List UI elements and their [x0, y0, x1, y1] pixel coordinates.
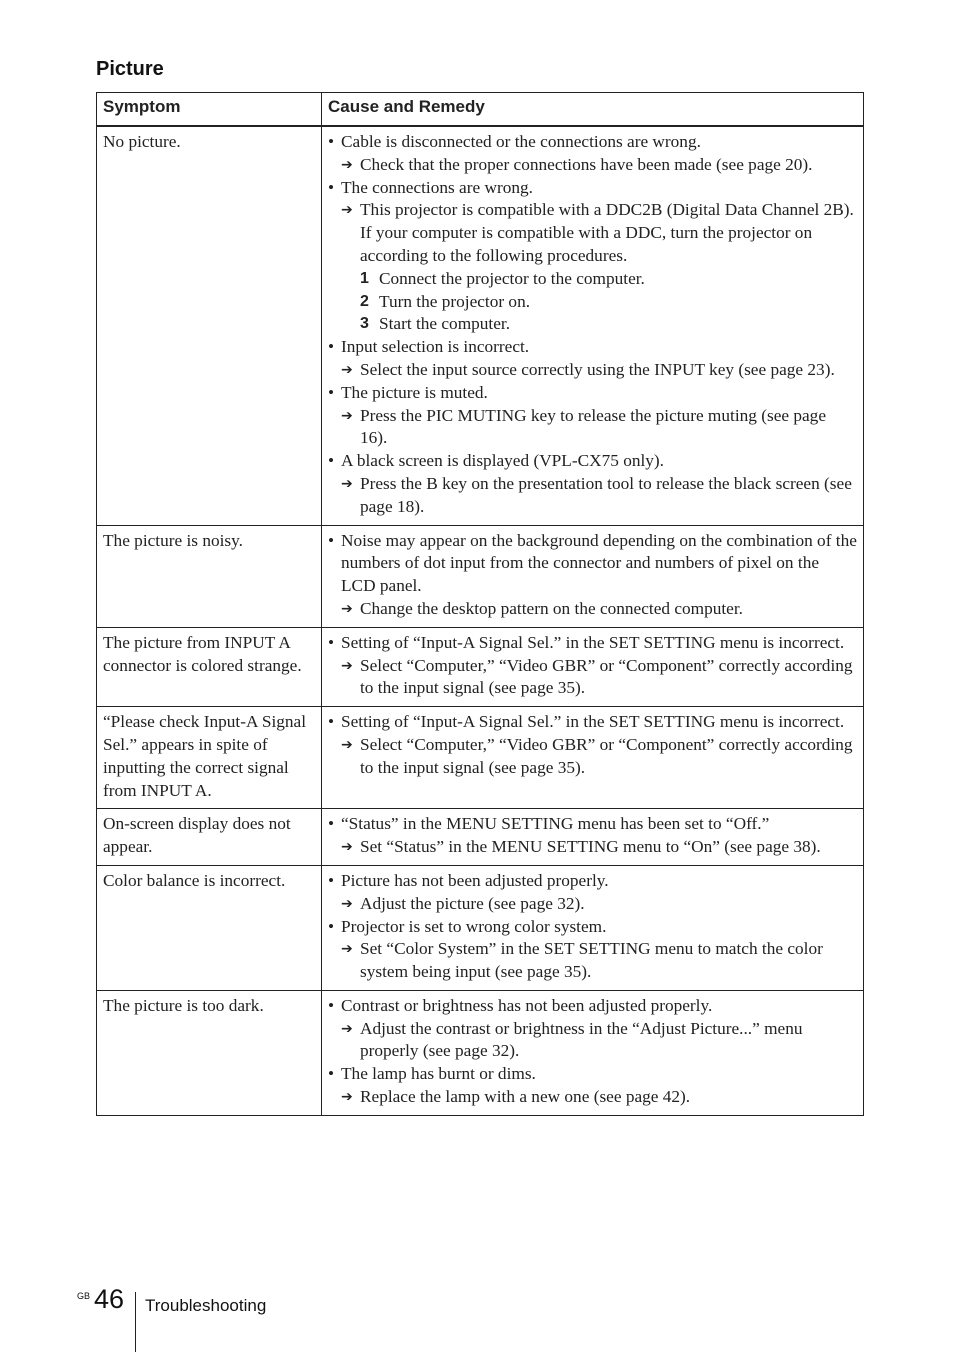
arrow-right-icon: ➔ — [341, 202, 353, 219]
cause-text: Input selection is incorrect. — [341, 337, 530, 357]
cause-remedy-cell — [322, 627, 864, 706]
bullet-icon: • — [328, 530, 335, 550]
symptom-cell: The picture is too dark. — [97, 990, 322, 1115]
footer-divider — [135, 1292, 136, 1352]
table-row — [97, 707, 864, 809]
bullet-icon: • — [328, 382, 335, 402]
cause-text: The lamp has burnt or dims. — [341, 1064, 536, 1084]
cause-item — [328, 1063, 857, 1086]
symptom-cell: No picture. — [97, 126, 322, 525]
remedy-item — [328, 655, 857, 701]
remedy-text: Adjust the contrast or brightness in the “Adjust Picture...” menu properly (see page 32). — [360, 1018, 803, 1061]
header-symptom: Symptom — [97, 93, 322, 127]
cause-item — [328, 177, 857, 200]
arrow-right-icon: ➔ — [341, 1020, 353, 1037]
cause-item — [328, 870, 857, 893]
arrow-right-icon: ➔ — [341, 156, 353, 173]
step-number: 3 — [360, 315, 369, 333]
cause-item — [328, 336, 857, 359]
cause-item — [328, 131, 857, 154]
cause-item — [328, 711, 857, 734]
remedy-item — [328, 938, 857, 984]
arrow-right-icon: ➔ — [341, 736, 353, 753]
remedy-item — [328, 154, 857, 177]
procedure-step — [328, 268, 857, 291]
remedy-text: Replace the lamp with a new one (see page 42). — [360, 1087, 691, 1107]
cause-remedy-cell — [322, 809, 864, 866]
arrow-right-icon: ➔ — [341, 1089, 353, 1106]
remedy-item — [328, 405, 857, 451]
step-number: 1 — [360, 269, 369, 287]
cause-remedy-cell — [322, 865, 864, 990]
cause-item — [328, 813, 857, 836]
cause-item — [328, 995, 857, 1018]
bullet-icon: • — [328, 632, 335, 652]
cause-text: Picture has not been adjusted properly. — [341, 870, 609, 890]
bullet-icon: • — [328, 177, 335, 197]
step-text: Turn the projector on. — [379, 291, 531, 311]
remedy-item — [328, 199, 857, 267]
remedy-item — [328, 598, 857, 621]
step-number: 2 — [360, 292, 369, 310]
cause-item — [328, 530, 857, 598]
cause-remedy-cell — [322, 126, 864, 525]
bullet-icon: • — [328, 712, 335, 732]
cause-item — [328, 632, 857, 655]
remedy-item — [328, 734, 857, 780]
cause-text: Setting of “Input-A Signal Sel.” in the SET SETTING menu is incorrect. — [341, 712, 845, 732]
table-row — [97, 627, 864, 706]
step-text: Start the computer. — [379, 314, 511, 334]
bullet-icon: • — [328, 916, 335, 936]
remedy-item — [328, 836, 857, 859]
footer-page-number: 46 — [94, 1284, 125, 1314]
cause-text: “Status” in the MENU SETTING menu has been set to “Off.” — [341, 814, 770, 834]
step-text: Connect the projector to the computer. — [379, 268, 645, 288]
symptom-cell: Color balance is incorrect. — [97, 865, 322, 990]
remedy-item — [328, 473, 857, 519]
remedy-text: This projector is compatible with a DDC2B (Digital Data Channel 2B). If your computer is compatible with a DDC, turn the projector on according to the following procedures. — [360, 200, 854, 265]
symptom-cell: On-screen display does not appear. — [97, 809, 322, 866]
bullet-icon: • — [328, 132, 335, 151]
arrow-right-icon: ➔ — [341, 941, 353, 958]
symptom-cell: The picture is noisy. — [97, 525, 322, 627]
table-row — [97, 865, 864, 990]
bullet-icon: • — [328, 995, 335, 1015]
header-cause-remedy: Cause and Remedy — [322, 93, 864, 127]
cause-text: Projector is set to wrong color system. — [341, 916, 607, 936]
bullet-icon: • — [328, 1064, 335, 1084]
arrow-right-icon: ➔ — [341, 895, 353, 912]
arrow-right-icon: ➔ — [341, 475, 353, 492]
table-body — [97, 126, 864, 1115]
remedy-text: Press the PIC MUTING key to release the picture muting (see page 16). — [360, 405, 826, 448]
remedy-text: Select the input source correctly using the INPUT key (see page 23). — [360, 359, 835, 379]
symptom-cell: The picture from INPUT A connector is colored strange. — [97, 627, 322, 706]
table-header-row — [97, 93, 864, 127]
cause-text: Cable is disconnected or the connections are wrong. — [341, 132, 701, 151]
symptom-cell: “Please check Input-A Signal Sel.” appears in spite of inputting the correct signal from INPUT A. — [97, 707, 322, 809]
arrow-right-icon: ➔ — [341, 839, 353, 856]
procedure-step — [328, 313, 857, 336]
troubleshooting-table — [96, 92, 864, 1116]
arrow-right-icon: ➔ — [341, 657, 353, 674]
remedy-item — [328, 893, 857, 916]
bullet-icon: • — [328, 814, 335, 834]
remedy-text: Select “Computer,” “Video GBR” or “Component” correctly according to the input signal (see page 35). — [360, 734, 853, 777]
remedy-item — [328, 1018, 857, 1064]
procedure-step — [328, 291, 857, 314]
footer-region-code: GB — [77, 1291, 91, 1301]
remedy-text: Set “Color System” in the SET SETTING menu to match the color system being input (see page 35). — [360, 939, 823, 982]
cause-text: Setting of “Input-A Signal Sel.” in the SET SETTING menu is incorrect. — [341, 632, 845, 652]
cause-item — [328, 916, 857, 939]
arrow-right-icon: ➔ — [341, 407, 353, 424]
bullet-icon: • — [328, 337, 335, 357]
cause-text: Contrast or brightness has not been adjusted properly. — [341, 995, 713, 1015]
table-row — [97, 809, 864, 866]
remedy-text: Check that the proper connections have been made (see page 20). — [360, 154, 813, 174]
remedy-text: Change the desktop pattern on the connected computer. — [360, 598, 743, 618]
cause-remedy-cell — [322, 525, 864, 627]
remedy-text: Press the B key on the presentation tool to release the black screen (see page 18). — [360, 473, 852, 516]
table-row — [97, 990, 864, 1115]
arrow-right-icon: ➔ — [341, 600, 353, 617]
section-title: Picture — [96, 58, 164, 80]
cause-item — [328, 450, 857, 473]
remedy-text: Adjust the picture (see page 32). — [360, 893, 585, 913]
bullet-icon: • — [328, 451, 335, 471]
cause-item — [328, 382, 857, 405]
cause-text: A black screen is displayed (VPL-CX75 only). — [341, 451, 665, 471]
table-row — [97, 126, 864, 525]
cause-remedy-cell — [322, 990, 864, 1115]
remedy-text: Select “Computer,” “Video GBR” or “Component” correctly according to the input signal (see page 35). — [360, 655, 853, 698]
cause-text: The connections are wrong. — [341, 177, 533, 197]
arrow-right-icon: ➔ — [341, 361, 353, 378]
remedy-item — [328, 1086, 857, 1109]
remedy-text: Set “Status” in the MENU SETTING menu to “On” (see page 38). — [360, 837, 821, 857]
cause-text: Noise may appear on the background depending on the combination of the numbers of dot input from the connector and numbers of pixel on the LCD panel. — [341, 530, 857, 596]
remedy-item — [328, 359, 857, 382]
bullet-icon: • — [328, 870, 335, 890]
table-row — [97, 525, 864, 627]
cause-text: The picture is muted. — [341, 382, 488, 402]
footer-section-name: Troubleshooting — [145, 1296, 267, 1315]
cause-remedy-cell — [322, 707, 864, 809]
